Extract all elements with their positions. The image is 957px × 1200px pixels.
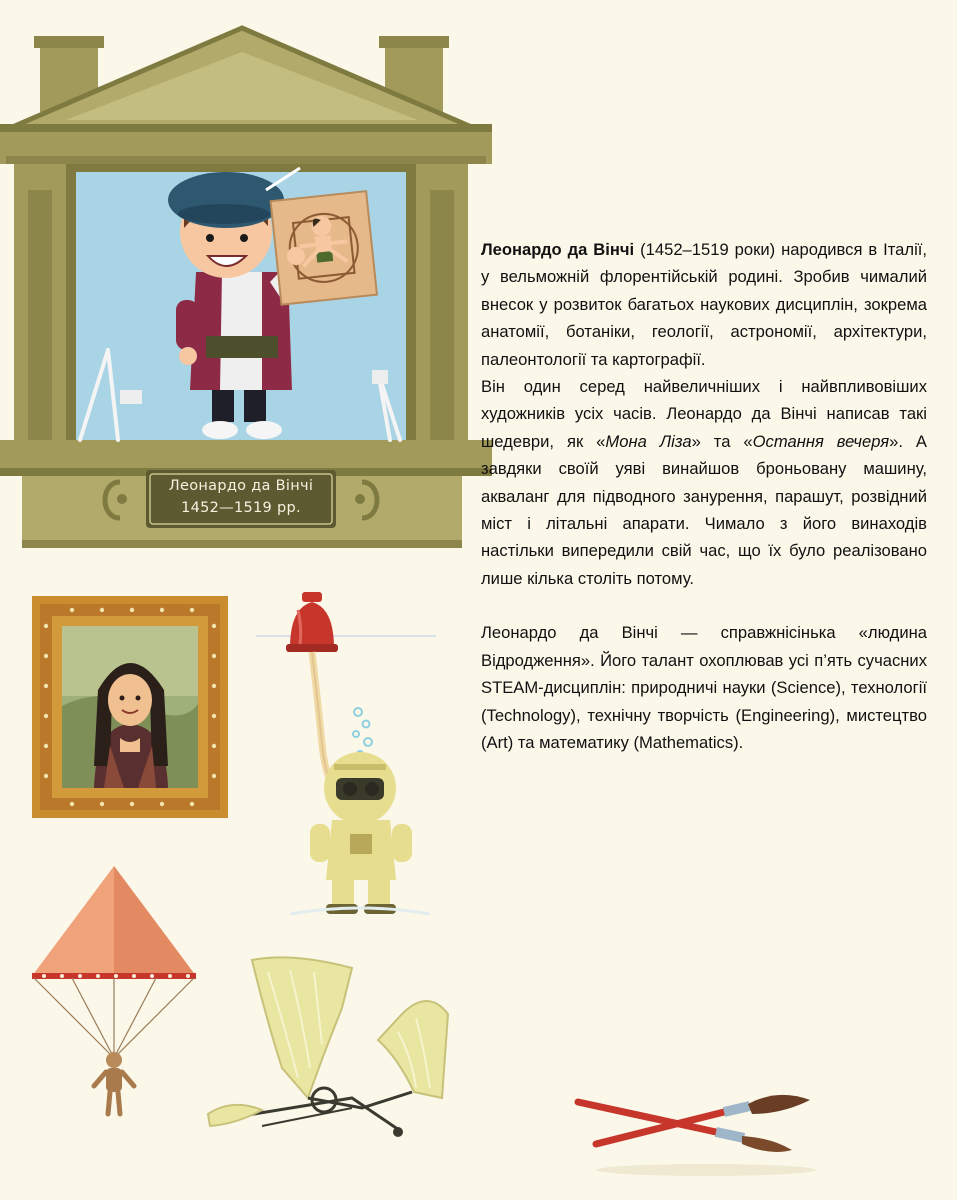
leonardo-name: Леонардо да Вінчі bbox=[481, 240, 635, 259]
plaque-years: 1452—1519 рр. bbox=[181, 500, 301, 516]
plaque-name: Леонардо да Вінчі bbox=[168, 478, 314, 494]
work-mona-lisa: Мона Ліза bbox=[605, 431, 692, 451]
work-last-supper: Остання вечеря bbox=[752, 431, 890, 451]
parachute-illustration bbox=[28, 860, 218, 1120]
works-text-1: Він один серед найвеличніших і найвпливовіших художників усіх часів. Леонардо да Вінчі написав такі шедеври, як « bbox=[481, 377, 927, 451]
paragraph-intro bbox=[481, 236, 927, 373]
works-text-3: ». А завдяки своїй уяві винайшов броньовану машину, акваланг для підводного занурення, парашут, розвідний міст і літальні апарати. Чимало з його винаходів настільки випередили свій час, що їх було реалізовано лише кілька століть потому. bbox=[481, 431, 927, 588]
paint-brushes-illustration bbox=[566, 1084, 826, 1184]
mona-lisa-illustration bbox=[32, 596, 232, 826]
intro-text: (1452–1519 роки) народився в Італії, у вельможній флорентійській родині. Зробив чималий внесок у розвиток багатьох наукових дисциплін, зокрема анатомії, ботаніки, геології, астрономії, архітектури, палеонтології та картографії. bbox=[481, 240, 927, 369]
works-text-2: » та « bbox=[691, 431, 753, 451]
diver-illustration bbox=[250, 584, 450, 924]
paragraph-works bbox=[481, 373, 927, 592]
article-text bbox=[481, 236, 927, 756]
ornithopter-illustration bbox=[202, 948, 462, 1158]
paragraph-steam: Леонардо да Вінчі — справжнісінька «людина Відродження». Його талант охоплював усі п’ять сучасних STEAM-дисциплін: природничі науки (Science), технології (Technology), технічну творчість (Engineering), мистецтво (Art) та математику (Mathematics). bbox=[481, 623, 927, 752]
